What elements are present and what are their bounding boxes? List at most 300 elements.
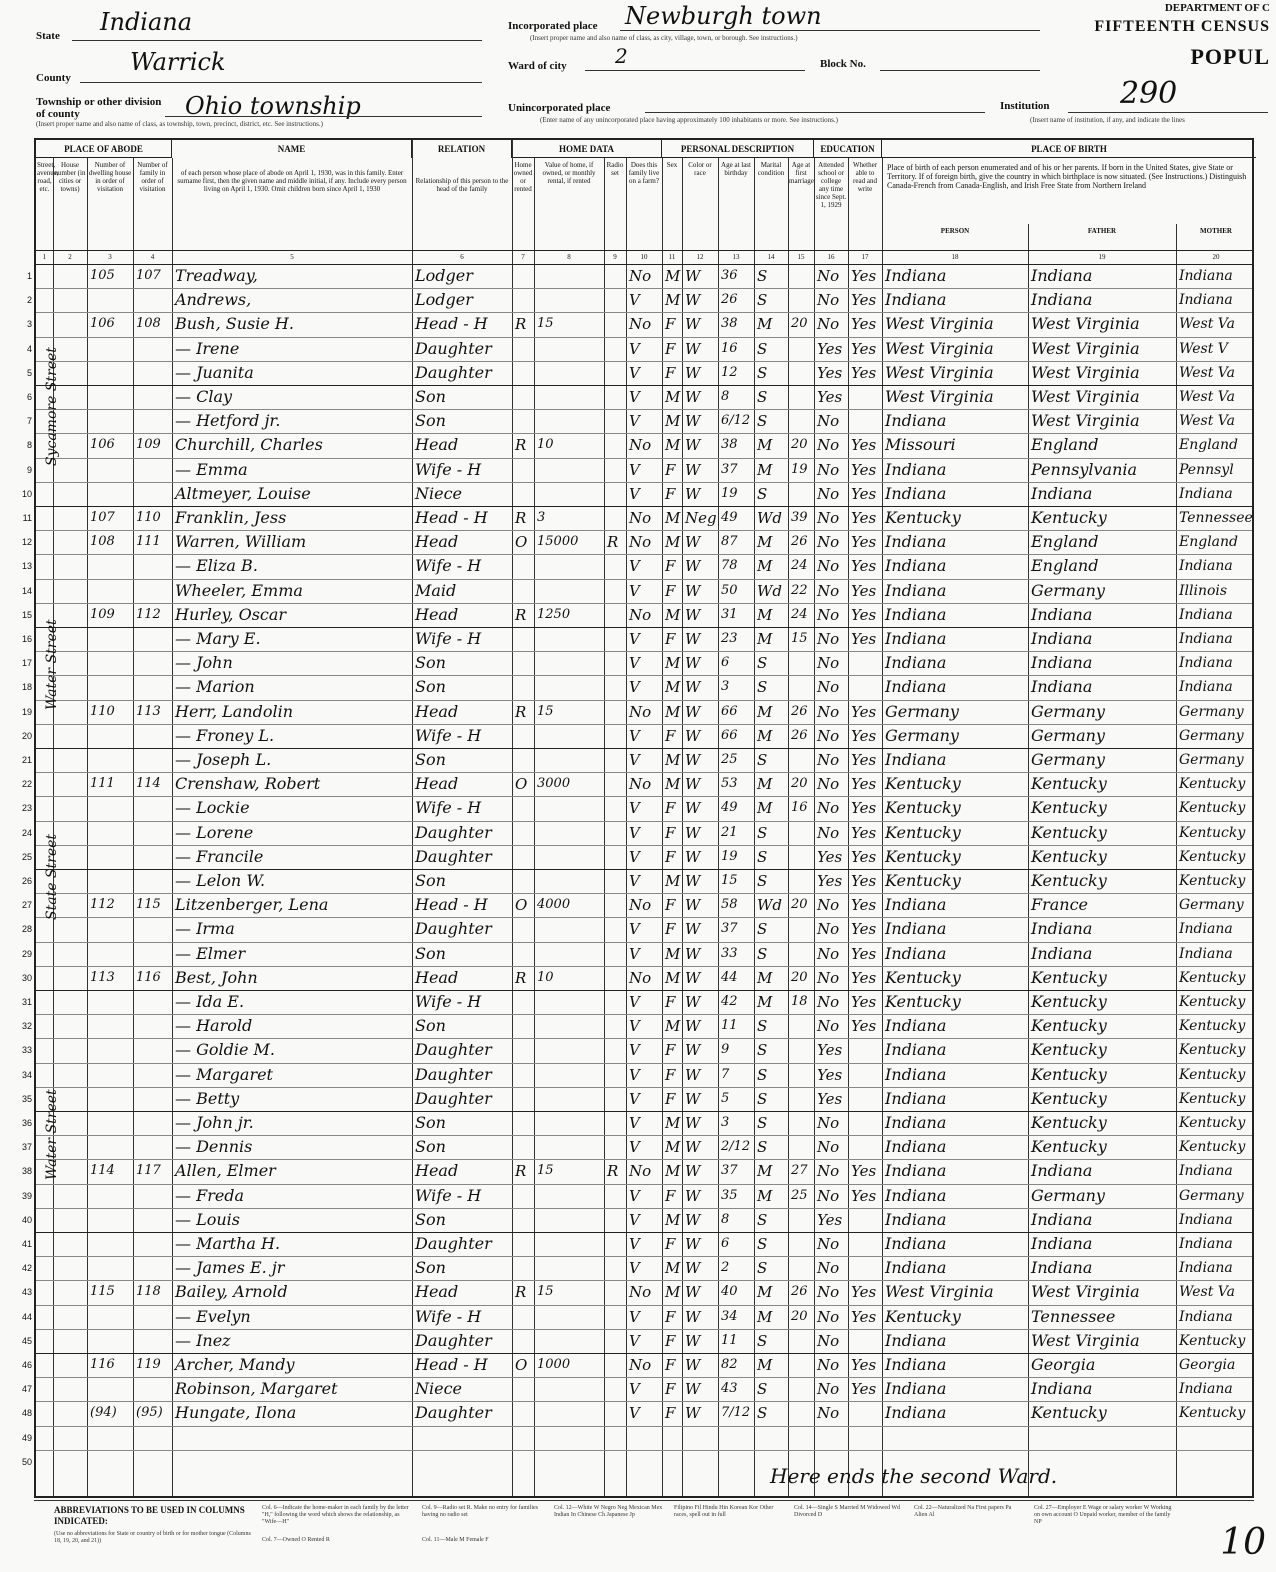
table-row: [21, 482, 1252, 506]
line-number: 6: [26, 392, 32, 402]
cell-mother-birthplace: Kentucky: [1179, 824, 1246, 841]
cell-relation: Daughter: [415, 822, 492, 842]
cell-read-write: Yes: [851, 1186, 877, 1205]
cell-mother-birthplace: Indiana: [1179, 1308, 1233, 1325]
cell-father-birthplace: West Virginia: [1031, 1330, 1140, 1350]
cell-sex: M: [665, 533, 681, 552]
line-number: 14: [21, 585, 32, 596]
table-row: [21, 1063, 1252, 1087]
cell-value: [537, 845, 603, 869]
cell-marital: S: [757, 484, 768, 503]
cell-school: No: [817, 1380, 840, 1399]
cell-age-marriage: [791, 1111, 813, 1135]
cell-mother-birthplace: Tennessee: [1179, 510, 1253, 526]
col-race: Color or race: [688, 161, 712, 177]
cell-school: No: [817, 944, 840, 963]
cell-dwelling: 108: [90, 534, 115, 550]
cell-marital: M: [757, 1162, 773, 1181]
cell-age: 7: [721, 1066, 730, 1082]
cell-farm: V: [629, 823, 640, 842]
cell-family: [136, 675, 171, 699]
cell-person-birthplace: Indiana: [885, 532, 947, 552]
table-row: [21, 1135, 1252, 1159]
cell-read-write: [851, 1087, 881, 1111]
table-row: [26, 312, 1252, 336]
cell-mother-birthplace: Indiana: [1179, 1260, 1233, 1277]
cell-owned: R: [515, 702, 527, 721]
cell-value: [537, 1401, 603, 1425]
line-number: 8: [26, 440, 32, 451]
col-dwelling-number: Number of dwelling house in order of visitation: [88, 161, 132, 193]
cell-marital: S: [757, 654, 768, 673]
cell-race: W: [685, 1162, 701, 1181]
abbreviations-sub: (Use no abbreviations for State or country of birth or for mother tongue (Columns 18, 19, 20, and 21)): [54, 1531, 251, 1544]
cell-sex: M: [665, 1210, 681, 1229]
col-name-desc: of each person whose place of abode on April 1, 1930, was in this family. Enter surname first, then the given name and middle initial, if any. Include every person living on April 1, 1930. Omit children born since April 1, 1930: [177, 169, 407, 193]
cell-owned: [515, 796, 533, 820]
table-row: [22, 506, 1253, 530]
cell-father-birthplace: Pennsylvania: [1031, 459, 1138, 479]
cell-sex: F: [665, 823, 676, 842]
line-number: 50: [21, 1456, 32, 1467]
cell-dwelling: [90, 1184, 132, 1208]
cell-marital: S: [757, 944, 768, 963]
cell-family: [136, 1063, 171, 1087]
cell-owned: [515, 845, 533, 869]
cell-radio: [607, 748, 625, 772]
cell-race: W: [685, 1307, 701, 1326]
cell-age: 2: [721, 1260, 730, 1276]
cell-value: [537, 675, 603, 699]
cell-radio: [607, 1038, 625, 1062]
cell-relation: Head: [415, 774, 459, 794]
cell-marital: M: [757, 1186, 773, 1205]
cell-dwelling: [90, 845, 132, 869]
table-row: [21, 1256, 1252, 1280]
cell-name: — Freda: [175, 1185, 245, 1205]
cell-owned: [515, 458, 533, 482]
cell-father-birthplace: Indiana: [1031, 1379, 1093, 1399]
cell-person-birthplace: Indiana: [885, 483, 947, 503]
cell-age: 3: [721, 1115, 730, 1130]
cell-dwelling: 106: [90, 437, 115, 453]
cell-name: — Marion: [175, 677, 255, 697]
cell-marital: S: [757, 388, 768, 406]
cell-school: Yes: [817, 1065, 843, 1084]
cell-marital: M: [757, 1356, 773, 1374]
cell-sex: F: [665, 1331, 676, 1350]
cell-relation: Head - H: [415, 1355, 488, 1374]
cell-school: No: [817, 460, 840, 479]
cell-relation: Head - H: [415, 314, 488, 334]
block-label: Block No.: [820, 58, 866, 70]
cell-value: 4000: [537, 897, 571, 913]
cell-farm: V: [629, 1017, 640, 1036]
cell-dwelling: 111: [90, 776, 115, 792]
cell-age-marriage: [791, 1256, 813, 1280]
cell-relation: Daughter: [415, 919, 492, 939]
cell-marital: S: [757, 1089, 768, 1108]
cell-sex: F: [665, 920, 676, 939]
cell-mother-birthplace: Indiana: [1179, 945, 1233, 962]
line-number: 31: [21, 997, 32, 1007]
cell-relation: Wife - H: [415, 1185, 482, 1205]
cell-owned: [515, 1087, 533, 1111]
cell-dwelling: [90, 917, 132, 941]
cell-mother-birthplace: Kentucky: [1179, 1042, 1246, 1059]
cell-dwelling: [90, 385, 132, 409]
line-number: 29: [21, 948, 32, 959]
cell-age: 37: [721, 461, 738, 477]
cell-father-birthplace: Kentucky: [1031, 822, 1107, 842]
cell-value: [537, 1208, 603, 1232]
cell-name: Litzenberger, Lena: [175, 895, 329, 915]
cell-value: [537, 1256, 603, 1280]
cell-radio: [607, 700, 625, 724]
cell-sex: F: [665, 557, 676, 576]
cell-school: No: [817, 1283, 840, 1302]
cell-father-birthplace: Kentucky: [1031, 774, 1107, 794]
cell-sex: F: [665, 1089, 676, 1108]
cell-radio: [607, 1014, 625, 1038]
cell-race: W: [685, 630, 701, 648]
cell-person-birthplace: Kentucky: [885, 822, 961, 842]
cell-relation: Head - H: [415, 508, 488, 527]
cell-farm: No: [629, 775, 652, 794]
line-number: 4: [26, 343, 32, 354]
cell-relation: Head: [415, 967, 459, 987]
cell-person-birthplace: Indiana: [885, 1040, 947, 1060]
cell-sex: F: [665, 1380, 676, 1399]
table-row: [21, 603, 1252, 627]
cell-sex: F: [665, 1235, 676, 1253]
cell-school: No: [817, 412, 840, 431]
cell-radio: [607, 1232, 625, 1256]
column-number: 18: [951, 253, 959, 261]
cell-read-write: Yes: [851, 751, 877, 769]
cell-sex: M: [665, 702, 681, 721]
cell-age-marriage: 24: [791, 558, 808, 574]
cell-person-birthplace: Indiana: [885, 750, 947, 769]
cell-mother-birthplace: Germany: [1179, 897, 1244, 914]
cell-mother-birthplace: West Va: [1179, 413, 1235, 430]
cell-owned: [515, 1450, 533, 1474]
cell-name: — Clay: [175, 387, 233, 406]
cell-family: 113: [136, 703, 161, 719]
cell-age-marriage: 20: [791, 897, 808, 913]
cell-relation: Wife - H: [415, 1306, 482, 1326]
cell-mother-birthplace: Indiana: [1179, 1381, 1233, 1398]
line-number: 32: [21, 1021, 32, 1032]
cell-father-birthplace: Germany: [1031, 725, 1105, 745]
cell-marital: Wd: [757, 581, 783, 600]
cell-family: [136, 288, 171, 312]
cell-marital: S: [757, 1041, 768, 1060]
cell-owned: [515, 1184, 533, 1208]
cell-father-birthplace: Indiana: [1031, 677, 1093, 697]
cell-owned: R: [515, 605, 527, 624]
cell-owned: [515, 264, 533, 288]
cell-read-write: Yes: [851, 872, 877, 890]
cell-person-birthplace: West Virginia: [885, 1282, 994, 1302]
cell-radio: [607, 458, 625, 482]
col-street: Street, avenue, road, etc.: [37, 161, 59, 193]
cell-farm: V: [629, 1041, 640, 1060]
line-number: 10: [21, 488, 32, 499]
cell-relation: Head: [415, 604, 459, 624]
note-col11: Col. 11—Male M Female F: [422, 1537, 489, 1543]
cell-race: W: [685, 1186, 701, 1205]
cell-farm: V: [629, 1114, 640, 1132]
cell-family: [136, 385, 171, 409]
cell-father-birthplace: Kentucky: [1031, 1113, 1107, 1132]
cell-dwelling: [90, 651, 132, 675]
cell-family: [136, 1208, 171, 1232]
cell-name: Allen, Elmer: [175, 1161, 276, 1181]
cell-value: [537, 627, 603, 651]
column-number: 11: [668, 253, 676, 261]
cell-person-birthplace: Indiana: [885, 266, 947, 285]
cell-read-write: Yes: [851, 1162, 877, 1181]
cell-dwelling: 112: [90, 897, 115, 913]
cell-relation: Maid: [415, 580, 457, 600]
state-value: Indiana: [100, 8, 193, 36]
cell-family: 109: [136, 437, 161, 453]
line-number: 5: [26, 367, 32, 378]
cell-age: 42: [721, 994, 738, 1009]
cell-dwelling: [90, 1377, 132, 1401]
cell-school: Yes: [817, 339, 843, 358]
cell-mother-birthplace: Kentucky: [1179, 1405, 1246, 1422]
cell-relation: Son: [415, 943, 446, 963]
census-title: FIFTEENTH CENSUS: [1094, 18, 1270, 35]
cell-owned: [515, 1038, 533, 1062]
cell-relation: Head: [415, 1282, 459, 1302]
cell-relation: Daughter: [415, 362, 492, 382]
cell-read-write: [851, 1401, 881, 1425]
cell-family: [136, 409, 171, 433]
cell-marital: S: [757, 1065, 768, 1084]
group-personal-description: PERSONAL DESCRIPTION: [662, 140, 814, 158]
cell-sex: F: [665, 726, 676, 745]
cell-age-marriage: 25: [791, 1187, 808, 1203]
line-number: 23: [21, 803, 32, 814]
cell-radio: [607, 1353, 625, 1377]
cell-family: 111: [136, 534, 161, 550]
cell-father-birthplace: Indiana: [1031, 1161, 1093, 1181]
cell-age-marriage: [791, 821, 813, 845]
cell-mother-birthplace: West V: [1179, 340, 1228, 357]
cell-dwelling: [90, 409, 132, 433]
cell-age-marriage: [791, 361, 813, 385]
cell-radio: [607, 433, 625, 457]
cell-name: — Lorene: [175, 822, 254, 842]
column-number: 19: [1098, 253, 1106, 261]
cell-family: [136, 1232, 171, 1256]
cell-marital: S: [757, 1138, 768, 1157]
group-place-of-abode: PLACE OF ABODE: [36, 140, 172, 158]
cell-person-birthplace: Kentucky: [885, 1306, 961, 1326]
cell-value: [537, 942, 603, 966]
cell-school: No: [817, 605, 840, 624]
cell-value: [537, 1329, 603, 1353]
cell-age-marriage: 39: [791, 510, 808, 525]
cell-radio: [607, 1135, 625, 1159]
cell-farm: No: [629, 896, 652, 915]
cell-dwelling: 113: [90, 969, 115, 985]
cell-dwelling: [90, 1208, 132, 1232]
cell-age-marriage: [791, 1329, 813, 1353]
cell-mother-birthplace: Indiana: [1179, 292, 1233, 309]
cell-school: Yes: [817, 847, 843, 866]
cell-dwelling: [90, 1232, 132, 1256]
cell-name: — Evelyn: [175, 1306, 251, 1326]
cell-father-birthplace: Kentucky: [1031, 798, 1107, 818]
cell-owned: [515, 1305, 533, 1329]
cell-age: 8: [721, 389, 730, 404]
table-row: [21, 917, 1252, 941]
cell-owned: [515, 1208, 533, 1232]
table-row: [21, 1305, 1252, 1329]
cell-read-write: Yes: [851, 267, 877, 285]
cell-relation: Niece: [415, 1379, 463, 1399]
cell-radio: [607, 627, 625, 651]
cell-name: Churchill, Charles: [175, 435, 323, 455]
cell-dwelling: [90, 990, 132, 1014]
cell-age-marriage: 26: [791, 727, 808, 743]
cell-marital: S: [757, 1380, 768, 1399]
cell-radio: [607, 917, 625, 941]
cell-dwelling: (94): [90, 1405, 117, 1421]
cell-farm: No: [629, 1356, 652, 1374]
cell-dwelling: 106: [90, 316, 115, 332]
cell-value: [537, 651, 603, 675]
cell-mother-birthplace: Indiana: [1179, 921, 1233, 938]
column-number: 6: [460, 253, 464, 261]
cell-age-marriage: [791, 1135, 813, 1159]
cell-age-marriage: 15: [791, 631, 808, 646]
cell-name: Altmeyer, Louise: [175, 483, 311, 503]
table-row: [21, 1014, 1252, 1038]
cell-read-write: Yes: [851, 726, 877, 745]
cell-radio: [607, 869, 625, 893]
cell-age: 36: [721, 268, 738, 283]
cell-age-marriage: [791, 1087, 813, 1111]
cell-school: Yes: [817, 1041, 843, 1060]
group-education: EDUCATION: [814, 140, 882, 158]
cell-relation: Son: [415, 387, 446, 406]
page-number: 10: [1220, 1522, 1266, 1563]
line-number: 35: [21, 1093, 32, 1104]
cell-relation: Son: [415, 750, 446, 769]
cell-race: W: [685, 267, 701, 285]
cell-dwelling: [90, 288, 132, 312]
cell-name: — Eliza B.: [175, 556, 258, 576]
cell-race: W: [685, 1210, 701, 1229]
cell-father-birthplace: Kentucky: [1031, 1040, 1107, 1060]
cell-race: W: [685, 872, 701, 890]
cell-value: 10: [537, 969, 554, 985]
line-number: 18: [21, 682, 32, 693]
cell-school: No: [817, 751, 840, 769]
cell-school: No: [817, 436, 840, 455]
cell-family: [136, 482, 171, 506]
cell-radio: [607, 1377, 625, 1401]
cell-sex: M: [665, 654, 681, 673]
cell-age-marriage: 20: [791, 316, 808, 332]
cell-name: Wheeler, Emma: [175, 580, 303, 600]
cell-dwelling: [90, 1038, 132, 1062]
cell-relation: Head: [415, 532, 459, 552]
note-col22: Col. 22—Naturalized Na First papers Pa Alien Al: [914, 1505, 1012, 1518]
cell-person-birthplace: Germany: [885, 725, 959, 745]
cell-family: 117: [136, 1163, 161, 1179]
cell-value: [537, 869, 603, 893]
cell-mother-birthplace: Indiana: [1179, 558, 1233, 575]
table-row: [21, 990, 1252, 1014]
cell-farm: No: [629, 1162, 652, 1181]
cell-owned: [515, 869, 533, 893]
cell-relation: Wife - H: [415, 629, 482, 648]
institution-label: Institution: [1000, 100, 1050, 112]
cell-read-write: [851, 1232, 881, 1256]
cell-school: No: [817, 702, 840, 721]
table-row: [21, 1111, 1252, 1135]
cell-age: 11: [721, 1018, 738, 1034]
street-label-water-2: Water Street: [44, 1089, 60, 1180]
cell-family: [136, 1135, 171, 1159]
cell-person-birthplace: Kentucky: [885, 508, 961, 527]
cell-read-write: Yes: [851, 339, 877, 358]
cell-owned: [515, 1401, 533, 1425]
cell-name: Bailey, Arnold: [175, 1282, 288, 1302]
cell-father-birthplace: Kentucky: [1031, 508, 1107, 527]
cell-marital: S: [757, 1210, 768, 1229]
cell-age-marriage: [791, 337, 813, 361]
cell-school: No: [817, 968, 840, 987]
cell-name: Bush, Susie H.: [175, 314, 294, 334]
cell-age-marriage: [791, 942, 813, 966]
cell-name: Hungate, Ilona: [175, 1403, 297, 1423]
cell-school: No: [817, 1186, 840, 1205]
cell-farm: V: [629, 363, 640, 382]
column-number: 16: [827, 253, 835, 261]
cell-name: Crenshaw, Robert: [175, 774, 321, 794]
cell-father-birthplace: Indiana: [1031, 919, 1093, 939]
cell-family: [136, 1038, 171, 1062]
cell-family: [136, 724, 171, 748]
cell-father-birthplace: Indiana: [1031, 1258, 1093, 1278]
cell-radio: [607, 1087, 625, 1111]
cell-father-birthplace: Indiana: [1031, 1209, 1093, 1229]
cell-age: 2/12: [721, 1139, 751, 1155]
cell-relation: Son: [415, 1113, 446, 1132]
cell-person-birthplace: Indiana: [885, 629, 947, 648]
cell-mother-birthplace: Kentucky: [1179, 1139, 1246, 1156]
cell-sex: M: [665, 1114, 681, 1132]
line-number: 22: [21, 779, 32, 790]
cell-school: No: [817, 726, 840, 745]
cell-father-birthplace: West Virginia: [1031, 1282, 1140, 1302]
table-row: [26, 288, 1252, 312]
cell-father-birthplace: Tennessee: [1031, 1306, 1116, 1326]
cell-mother-birthplace: Germany: [1179, 1187, 1244, 1204]
column-number: 10: [640, 253, 648, 261]
table-row: [26, 361, 1252, 385]
street-label-water: Water Street: [44, 619, 60, 710]
cell-name: Franklin, Jess: [175, 508, 287, 527]
table-row: [26, 385, 1252, 409]
